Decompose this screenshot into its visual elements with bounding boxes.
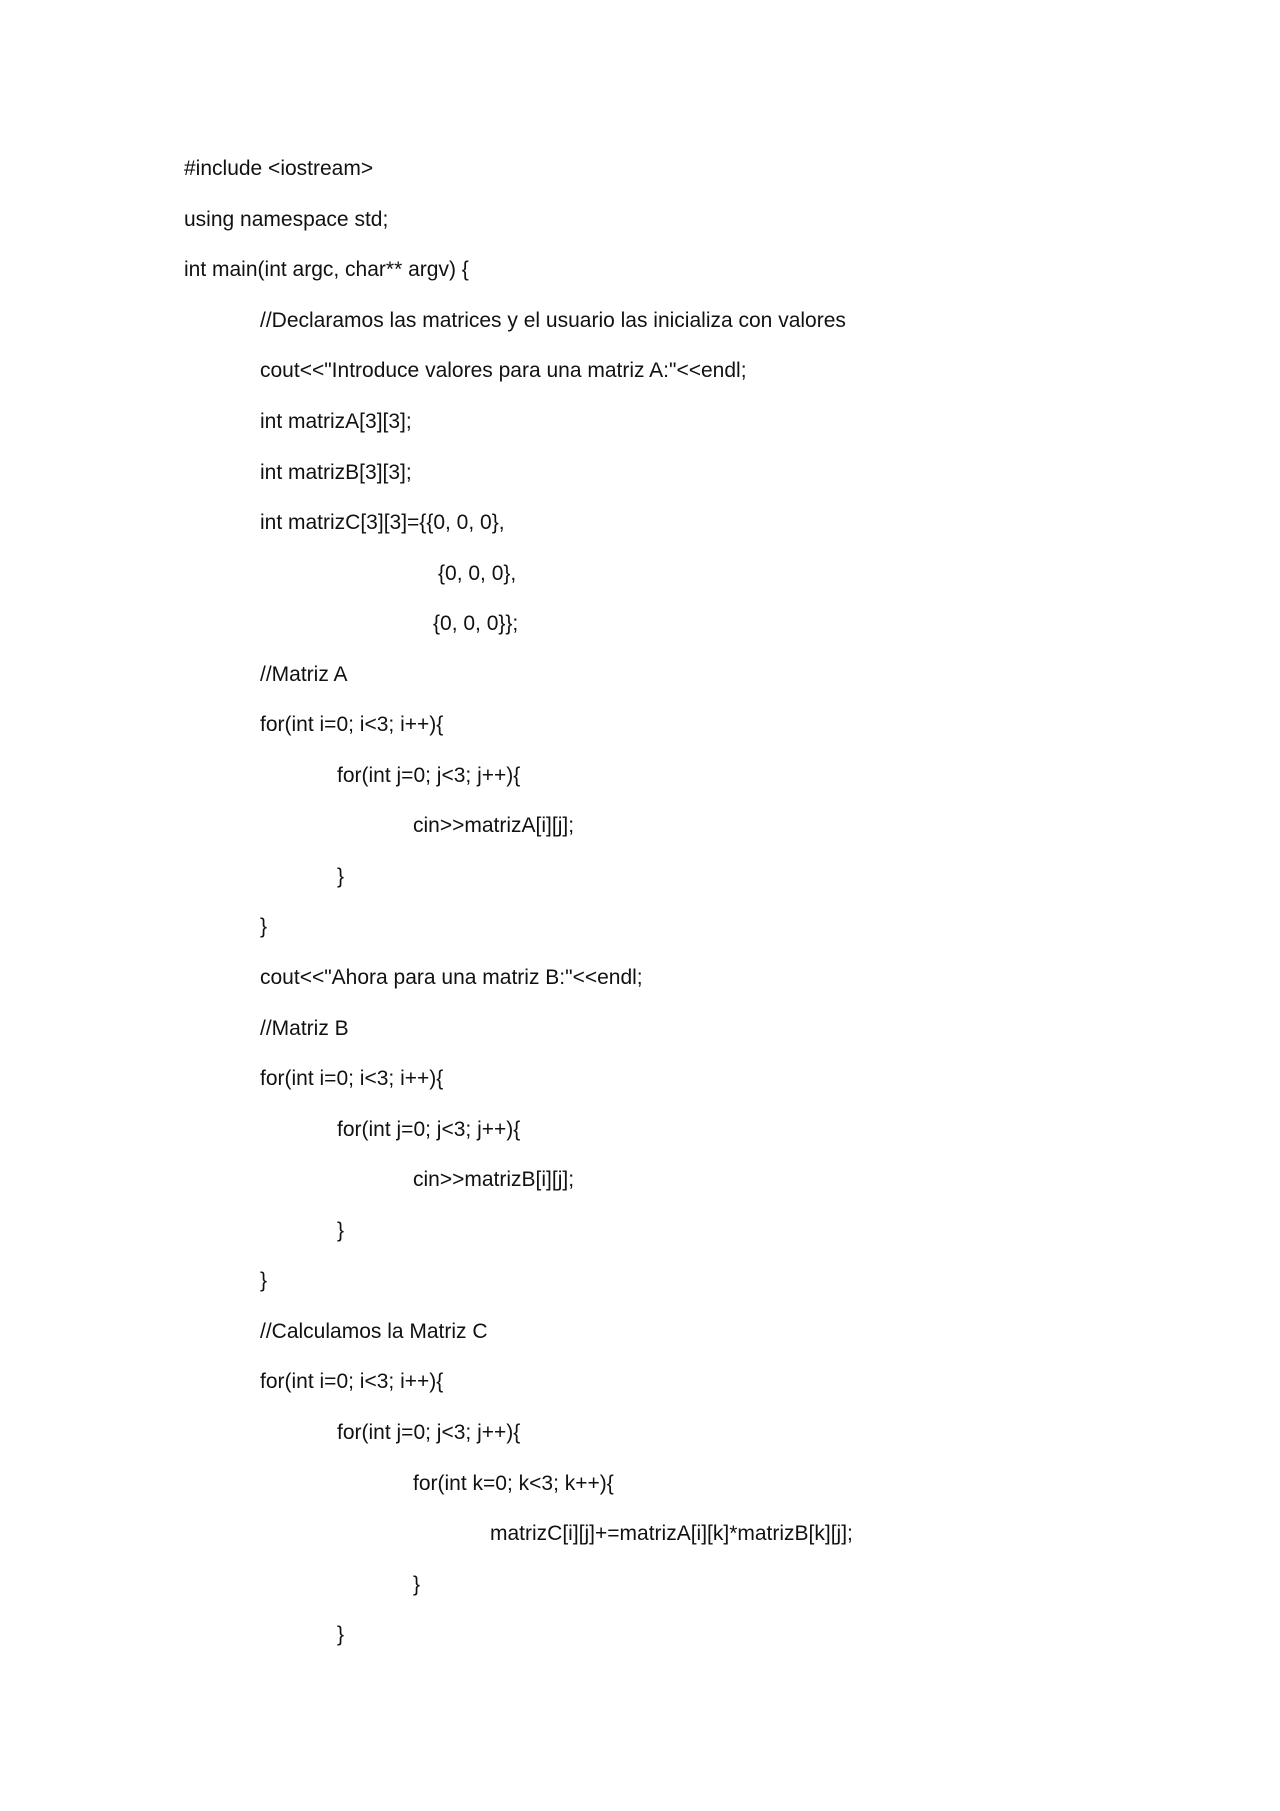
code-line: } — [260, 915, 268, 938]
code-line: #include <iostream> — [184, 157, 374, 180]
code-line: } — [260, 1269, 268, 1292]
code-line: cin>>matrizA[i][j]; — [413, 814, 575, 837]
code-line: {0, 0, 0}, — [438, 562, 517, 585]
code-comment: //Calculamos la Matriz C — [260, 1320, 488, 1343]
code-comment: //Matriz A — [260, 663, 348, 686]
code-line: } — [413, 1573, 421, 1596]
code-line: for(int i=0; i<3; i++){ — [260, 1067, 444, 1090]
code-line: } — [337, 1219, 345, 1242]
code-line: cout<<"Ahora para una matriz B:"<<endl; — [260, 966, 643, 989]
code-line: int matrizB[3][3]; — [260, 461, 412, 484]
code-line: for(int j=0; j<3; j++){ — [337, 764, 521, 787]
code-line: for(int i=0; i<3; i++){ — [260, 1370, 444, 1393]
code-line: cin>>matrizB[i][j]; — [413, 1168, 575, 1191]
code-line: int main(int argc, char** argv) { — [184, 258, 469, 281]
code-line: {0, 0, 0}}; — [433, 612, 519, 635]
code-line: for(int j=0; j<3; j++){ — [337, 1421, 521, 1444]
code-line: int matrizC[3][3]={{0, 0, 0}, — [260, 511, 505, 534]
code-comment: //Declaramos las matrices y el usuario las inicializa con valores — [260, 309, 846, 332]
code-line: cout<<"Introduce valores para una matriz A:"<<endl; — [260, 359, 747, 382]
code-comment: //Matriz B — [260, 1017, 349, 1040]
code-line: using namespace std; — [184, 208, 389, 231]
code-line: int matrizA[3][3]; — [260, 410, 412, 433]
code-line: for(int k=0; k<3; k++){ — [413, 1472, 614, 1495]
code-line: for(int j=0; j<3; j++){ — [337, 1118, 521, 1141]
code-line: matrizC[i][j]+=matrizA[i][k]*matrizB[k][j]; — [490, 1522, 853, 1545]
code-line: } — [337, 865, 345, 888]
code-line: } — [337, 1623, 345, 1646]
code-line: for(int i=0; i<3; i++){ — [260, 713, 444, 736]
